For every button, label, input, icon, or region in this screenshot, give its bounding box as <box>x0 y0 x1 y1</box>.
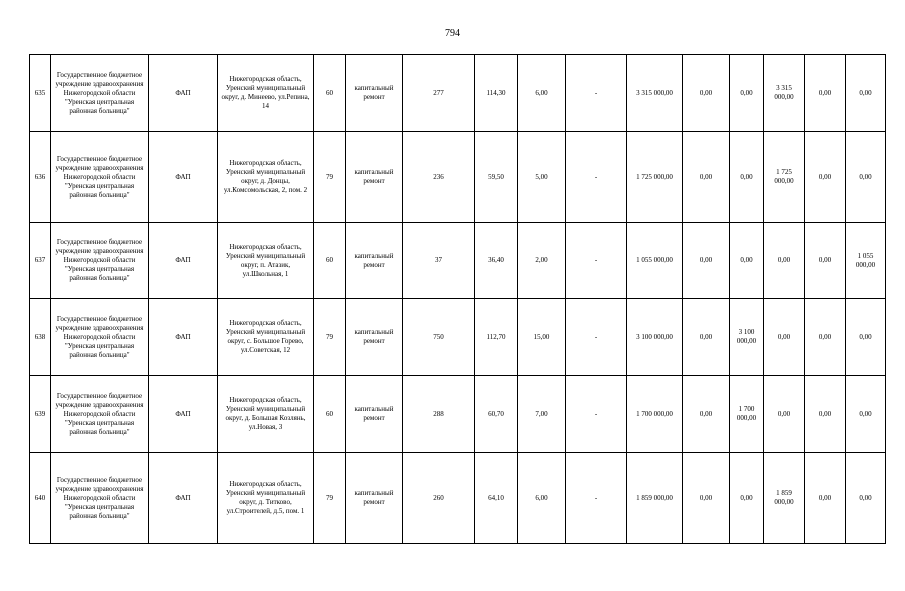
cost-year-1-cell: 0,00 <box>683 132 730 223</box>
row-number-cell: 638 <box>30 299 51 376</box>
dash-cell: - <box>566 453 627 544</box>
dash-cell: - <box>566 223 627 299</box>
cost-year-5-cell: 1 055 000,00 <box>846 223 886 299</box>
population-cell: 236 <box>403 132 475 223</box>
cost-year-2-cell: 0,00 <box>730 55 764 132</box>
cost-year-2-cell: 0,00 <box>730 223 764 299</box>
cost-year-3-cell: 1 725 000,00 <box>764 132 805 223</box>
area-cell: 64,10 <box>475 453 518 544</box>
total-cost-cell: 1 859 000,00 <box>627 453 683 544</box>
cost-year-3-cell: 0,00 <box>764 223 805 299</box>
row-number-cell: 640 <box>30 453 51 544</box>
cost-year-4-cell: 0,00 <box>805 299 846 376</box>
cost-year-3-cell: 0,00 <box>764 376 805 453</box>
facility-type-cell: ФАП <box>149 299 218 376</box>
cost-year-2-cell: 0,00 <box>730 132 764 223</box>
dash-cell: - <box>566 299 627 376</box>
cost-year-4-cell: 0,00 <box>805 223 846 299</box>
cost-year-5-cell: 0,00 <box>846 376 886 453</box>
work-type-cell: капитальный ремонт <box>346 55 403 132</box>
area-cell: 112,70 <box>475 299 518 376</box>
dash-cell: - <box>566 132 627 223</box>
cost-year-5-cell: 0,00 <box>846 299 886 376</box>
row-number-cell: 637 <box>30 223 51 299</box>
code-cell: 60 <box>314 376 346 453</box>
cost-year-2-cell: 3 100 000,00 <box>730 299 764 376</box>
area-cell: 60,70 <box>475 376 518 453</box>
area-cell: 114,30 <box>475 55 518 132</box>
cost-year-4-cell: 0,00 <box>805 55 846 132</box>
cost-year-1-cell: 0,00 <box>683 55 730 132</box>
population-cell: 37 <box>403 223 475 299</box>
code-cell: 79 <box>314 132 346 223</box>
organization-cell: Государственное бюджетное учреждение здравоохранения Нижегородской области "Уренская центральная районная больница" <box>51 132 149 223</box>
population-cell: 260 <box>403 453 475 544</box>
dash-cell: - <box>566 376 627 453</box>
address-cell: Нижегородская область, Уренский муниципальный округ, д. Большая Козлянь, ул.Новая, 3 <box>218 376 314 453</box>
cost-year-2-cell: 1 700 000,00 <box>730 376 764 453</box>
cost-year-3-cell: 1 859 000,00 <box>764 453 805 544</box>
row-number-cell: 635 <box>30 55 51 132</box>
table-row <box>30 376 886 453</box>
cost-year-3-cell: 3 315 000,00 <box>764 55 805 132</box>
months-cell: 6,00 <box>518 453 566 544</box>
area-cell: 59,50 <box>475 132 518 223</box>
organization-cell: Государственное бюджетное учреждение здравоохранения Нижегородской области "Уренская центральная районная больница" <box>51 453 149 544</box>
cost-year-4-cell: 0,00 <box>805 132 846 223</box>
cost-year-2-cell: 0,00 <box>730 453 764 544</box>
facility-type-cell: ФАП <box>149 132 218 223</box>
cost-year-1-cell: 0,00 <box>683 299 730 376</box>
cost-year-3-cell: 0,00 <box>764 299 805 376</box>
table-row <box>30 223 886 299</box>
organization-cell: Государственное бюджетное учреждение здравоохранения Нижегородской области "Уренская центральная районная больница" <box>51 376 149 453</box>
cost-year-1-cell: 0,00 <box>683 376 730 453</box>
code-cell: 79 <box>314 299 346 376</box>
total-cost-cell: 3 315 000,00 <box>627 55 683 132</box>
facility-type-cell: ФАП <box>149 453 218 544</box>
address-cell: Нижегородская область, Уренский муниципальный округ, с. Большое Горево, ул.Советская, 12 <box>218 299 314 376</box>
facility-type-cell: ФАП <box>149 55 218 132</box>
work-type-cell: капитальный ремонт <box>346 132 403 223</box>
work-type-cell: капитальный ремонт <box>346 299 403 376</box>
cost-year-4-cell: 0,00 <box>805 376 846 453</box>
cost-year-5-cell: 0,00 <box>846 55 886 132</box>
months-cell: 2,00 <box>518 223 566 299</box>
organization-cell: Государственное бюджетное учреждение здравоохранения Нижегородской области "Уренская центральная районная больница" <box>51 223 149 299</box>
population-cell: 750 <box>403 299 475 376</box>
row-number-cell: 636 <box>30 132 51 223</box>
population-cell: 288 <box>403 376 475 453</box>
address-cell: Нижегородская область, Уренский муниципальный округ, д. Донцы, ул.Комсомольская, 2, пом. 2 <box>218 132 314 223</box>
code-cell: 60 <box>314 55 346 132</box>
table-row <box>30 299 886 376</box>
table-row <box>30 55 886 132</box>
cost-year-5-cell: 0,00 <box>846 453 886 544</box>
dash-cell: - <box>566 55 627 132</box>
table-row <box>30 453 886 544</box>
row-number-cell: 639 <box>30 376 51 453</box>
total-cost-cell: 1 725 000,00 <box>627 132 683 223</box>
work-type-cell: капитальный ремонт <box>346 223 403 299</box>
work-type-cell: капитальный ремонт <box>346 453 403 544</box>
total-cost-cell: 3 100 000,00 <box>627 299 683 376</box>
organization-cell: Государственное бюджетное учреждение здравоохранения Нижегородской области "Уренская центральная районная больница" <box>51 55 149 132</box>
months-cell: 6,00 <box>518 55 566 132</box>
months-cell: 15,00 <box>518 299 566 376</box>
work-type-cell: капитальный ремонт <box>346 376 403 453</box>
area-cell: 36,40 <box>475 223 518 299</box>
code-cell: 60 <box>314 223 346 299</box>
months-cell: 7,00 <box>518 376 566 453</box>
cost-year-1-cell: 0,00 <box>683 223 730 299</box>
table-row <box>30 132 886 223</box>
address-cell: Нижегородская область, Уренский муниципальный округ, п. Атазик, ул.Школьная, 1 <box>218 223 314 299</box>
facilities-table <box>29 54 886 544</box>
cost-year-1-cell: 0,00 <box>683 453 730 544</box>
total-cost-cell: 1 055 000,00 <box>627 223 683 299</box>
code-cell: 79 <box>314 453 346 544</box>
page-number: 794 <box>445 28 460 39</box>
cost-year-5-cell: 0,00 <box>846 132 886 223</box>
months-cell: 5,00 <box>518 132 566 223</box>
total-cost-cell: 1 700 000,00 <box>627 376 683 453</box>
facility-type-cell: ФАП <box>149 376 218 453</box>
cost-year-4-cell: 0,00 <box>805 453 846 544</box>
address-cell: Нижегородская область, Уренский муниципальный округ, д. Минеево, ул.Репина, 14 <box>218 55 314 132</box>
facility-type-cell: ФАП <box>149 223 218 299</box>
organization-cell: Государственное бюджетное учреждение здравоохранения Нижегородской области "Уренская центральная районная больница" <box>51 299 149 376</box>
address-cell: Нижегородская область, Уренский муниципальный округ, д. Титково, ул.Строителей, д.5, пом. 1 <box>218 453 314 544</box>
population-cell: 277 <box>403 55 475 132</box>
